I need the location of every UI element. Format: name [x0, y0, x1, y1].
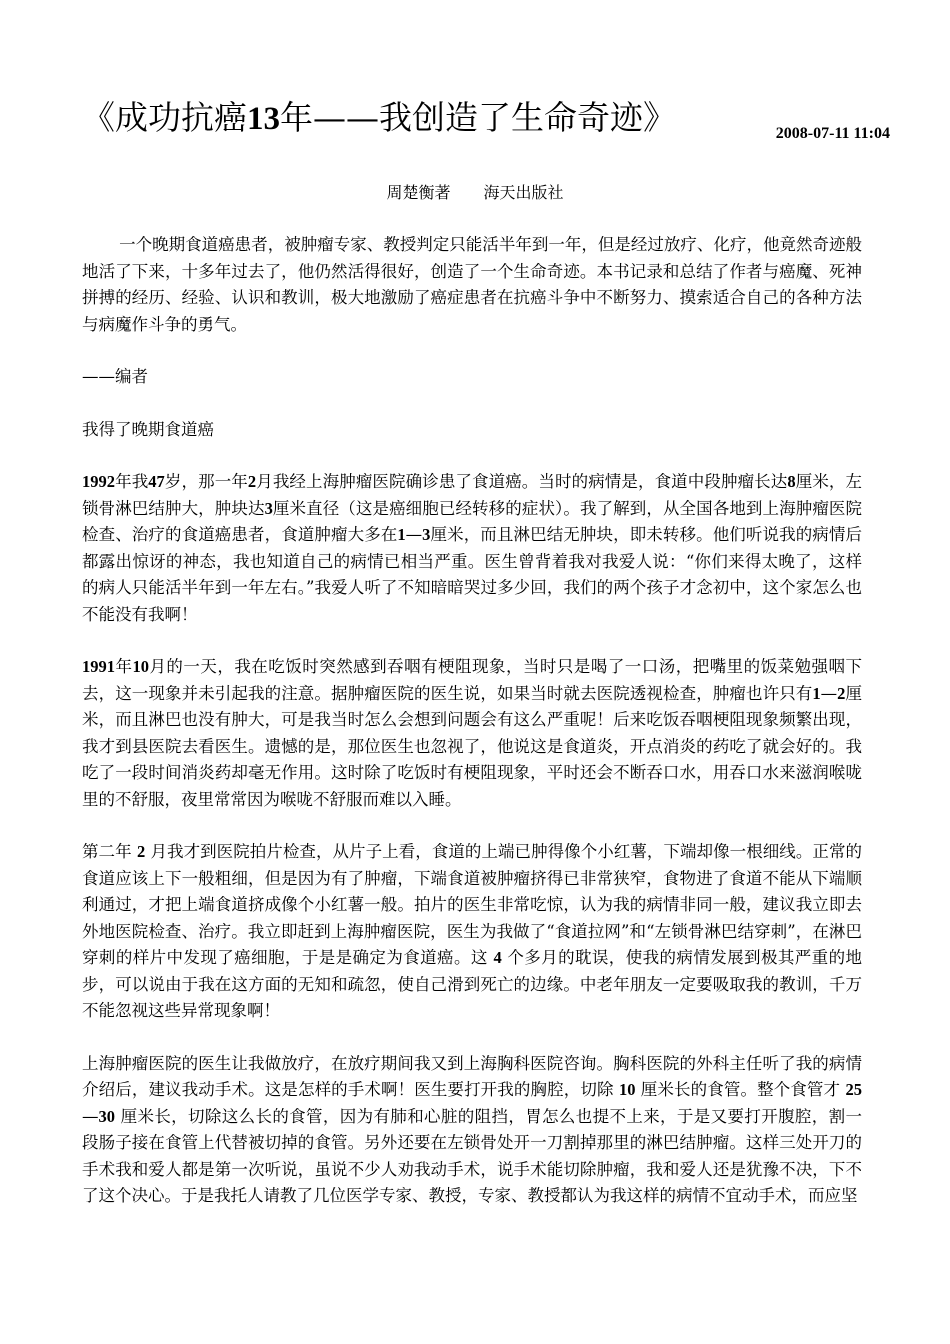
byline [0, 180, 950, 203]
numeral: 4 [493, 948, 502, 967]
numeral: 13 [247, 101, 280, 137]
numeral: 10 [132, 657, 149, 676]
numeral: 1 [397, 525, 406, 544]
timestamp: 2008-07-11 11:04 [775, 125, 890, 142]
body-paragraph: 上海肿瘤医院的医生让我做放疗，在放疗期间我又到上海胸科医院咨询。胸科医院的外科主任听了我的病情介绍后，建议我动手术。这是怎样的手术啊！医生要打开我的胸腔，切除 10 厘米长的食管。整个食管才 25—30 厘米长，切除这么长的食管，因为有肺和心脏的阻挡，胃怎么也提不上来，于是又要打开腹腔，割一段肠子接在食管上代替被切掉的食管。另外还要在左锁骨处开一刀割掉那里的淋巴结肿瘤。这样三处开刀的手术我和爱人都是第一次听说，虽说不少人劝我动手术，说手术能切除肿瘤，我和爱人还是犹豫不决，下不了这个决心。于是我托人请教了几位医学专家、教授，专家、教授都认为我这样的病情不宜动手术，而应坚 [82, 1053, 862, 1205]
body-paragraph: 第二年 2 月我才到医院拍片检查，从片子上看，食道的上端已肿得像个小红薯，下端却像一根细线。正常的食道应该上下一般粗细，但是因为有了肿瘤，下端食道被肿瘤挤得已非常狭窄，食物进了食道不能从下端顺利通过，才把上端食道挤成像个小红薯一般。拍片的医生非常吃惊，认为我的病情非同一般，建议我立即去外地医院检查、治疗。我立即赶到上海肿瘤医院，医生为我做了“食道拉网”和“左锁骨淋巴结穿刺”，在淋巴穿刺的样片中发现了癌细胞，于是是确定为食道癌。这 4 个多月的耽误，使我的病情发展到极其严重的地步，可以说由于我在这方面的无知和疏忽，使自己滑到死亡的边缘。中老年朋友一定要吸取我的教训，千万不能忽视这些异常现象啊！ [82, 842, 862, 1020]
numeral: 3 [264, 498, 273, 518]
document-title: 《成功抗癌13年——我创造了生命奇迹》 [82, 98, 676, 137]
numeral: 8 [787, 472, 796, 491]
numeral: 2 [136, 842, 146, 861]
numeral: 47 [148, 472, 165, 491]
numeral: 30 [98, 1106, 115, 1126]
author: 周楚衡著 [386, 183, 451, 202]
numeral: 2 [247, 472, 257, 491]
numeral: 25 [845, 1080, 862, 1099]
numeral: 1991 [82, 657, 115, 676]
publisher: 海天出版社 [483, 183, 564, 202]
numeral: 3 [422, 525, 431, 544]
intro-paragraph: 一个晚期食道癌患者，被肿瘤专家、教授判定只能活半年到一年，但是经过放疗、化疗，他竟然奇迹般地活了下来，十多年过去了，他仍然活得很好，创造了一个生命奇迹。本书记录和总结了作者与癌魔、死神拼搏的经历、经验、认识和教训，极大地激励了癌症患者在抗癌斗争中不断努力、摸索适合自己的各种方法与病魔作斗争的勇气。 [82, 235, 862, 334]
section-heading: 我得了晚期食道癌 [82, 419, 214, 439]
title-row [82, 96, 890, 156]
numeral: 10 [618, 1080, 636, 1099]
numeral: 1 [812, 683, 821, 703]
article-body [82, 232, 862, 1236]
body-paragraph: 1992年我47岁，那一年2月我经上海肿瘤医院确诊患了食道癌。当时的病情是，食道中段肿瘤长达8厘米，左锁骨淋巴结肿大，肿块达3厘米直径（这是癌细胞已经转移的症状）。我了解到，从全国各地到上海肿瘤医院检查、治疗的食道癌患者，食道肿瘤大多在1—3厘米，而且淋巴结无肿块，即未转移。他们听说我的病情后都露出惊讶的神态，我也知道自己的病情已相当严重。医生曾背着我对我爱人说：“你们来得太晚了，这样的病人只能活半年到一年左右。”我爱人听了不知暗暗哭过多少回，我们的两个孩子才念初中，这个家怎么也不能没有我啊！ [82, 472, 863, 624]
numeral: 2 [837, 683, 846, 703]
editor-sign: ——编者 [82, 367, 148, 386]
body-paragraph: 1991年10月的一天，我在吃饭时突然感到吞咽有梗阻现象，当时只是喝了一口汤，把嘴里的饭菜勉强咽下去，这一现象并未引起我的注意。据肿瘤医院的医生说，如果当时就去医院透视检查，肿瘤也许只有1—2厘米，而且淋巴也没有肿大，可是我当时怎么会想到问题会有这么严重呢！后来吃饭吞咽梗阻现象频繁出现，我才到县医院去看医生。遗憾的是，那位医生也忽视了，他说这是食道炎，开点消炎的药吃了就会好的。我吃了一段时间消炎药却毫无作用。这时除了吃饭时有梗阻现象，平时还会不断吞口水，用吞口水来滋润喉咙里的不舒服，夜里常常因为喉咙不舒服而难以入睡。 [82, 657, 863, 809]
numeral: 1992 [82, 472, 115, 491]
